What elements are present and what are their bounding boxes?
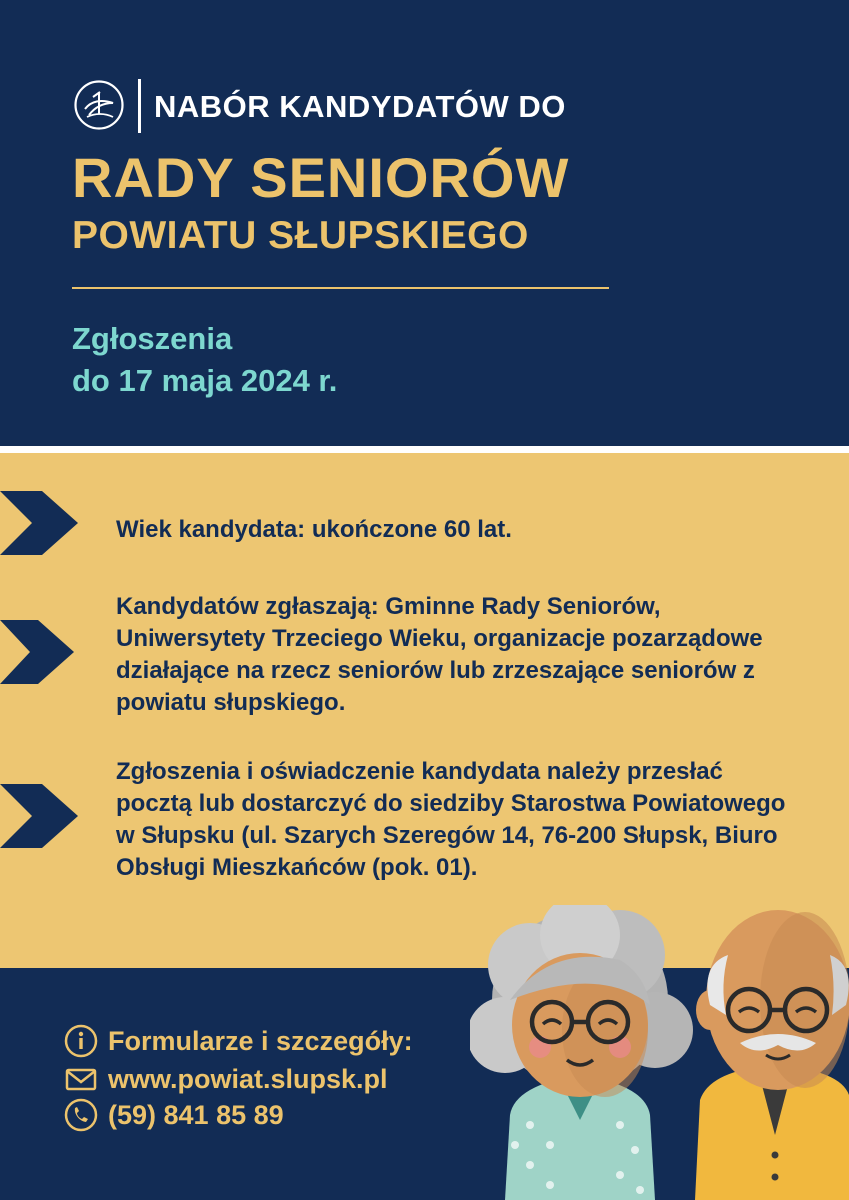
info-icon xyxy=(64,1024,98,1058)
chevron-right-icon xyxy=(0,784,78,848)
phone-number[interactable]: (59) 841 85 89 xyxy=(108,1100,284,1130)
website-link[interactable]: www.powiat.slupsk.pl xyxy=(108,1064,388,1094)
logo-icon xyxy=(73,79,125,131)
envelope-icon xyxy=(64,1062,98,1096)
page-subtitle: POWIATU SŁUPSKIEGO xyxy=(72,214,529,257)
contact-info-label: Formularze i szczegóły: xyxy=(108,1026,413,1056)
title-rule xyxy=(72,287,609,289)
deadline-line2: do 17 maja 2024 r. xyxy=(72,363,338,398)
header-section xyxy=(0,0,849,446)
contact-web[interactable] xyxy=(64,1062,388,1096)
divider xyxy=(138,79,141,133)
page-title: RADY SENIORÓW xyxy=(72,146,570,209)
chevron-right-icon xyxy=(0,491,78,555)
phone-icon xyxy=(64,1098,98,1132)
chevron-right-icon xyxy=(0,620,78,684)
deadline-line1: Zgłoszenia xyxy=(72,321,233,356)
seniors-illustration xyxy=(470,905,849,1200)
contact-phone[interactable] xyxy=(64,1098,284,1132)
requirement-age: Wiek kandydata: ukończone 60 lat. xyxy=(116,516,512,543)
requirement-nominators: Kandydatów zgłaszają: Gminne Rady Seniorów, Uniwersytety Trzeciego Wieku, organizacje pozarządowe działające na rzecz seniorów lub zrzeszające seniorów z powiatu słupskiego. xyxy=(116,593,763,716)
contact-info xyxy=(64,1024,413,1058)
separator xyxy=(0,446,849,453)
deadline xyxy=(72,318,337,402)
header-line: NABÓR KANDYDATÓW DO xyxy=(154,89,566,124)
requirement-submission: Zgłoszenia i oświadczenie kandydata należy przesłać pocztą lub dostarczyć do siedziby Starostwa Powiatowego w Słupsku (ul. Szarych Szeregów 14, 76-200 Słupsk, Biuro Obsługi Mieszkańców (pok. 01). xyxy=(116,758,786,881)
